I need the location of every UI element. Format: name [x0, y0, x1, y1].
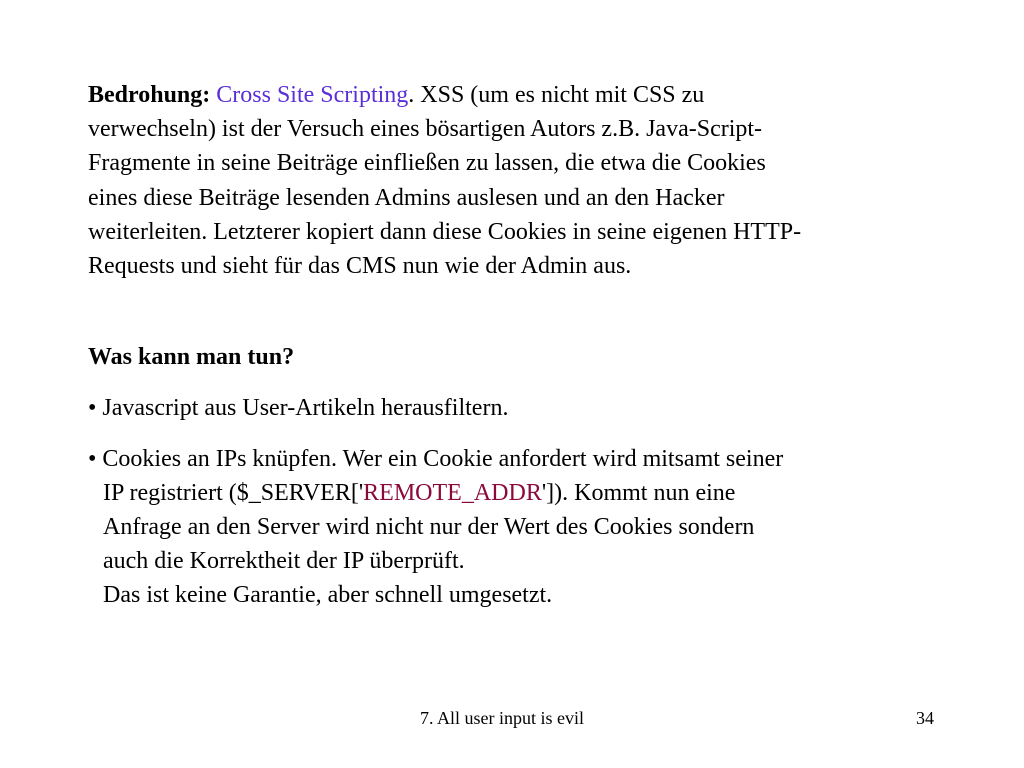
measures-heading: Was kann man tun? — [88, 344, 295, 370]
threat-label: Bedrohung: — [88, 82, 211, 108]
bullet-2-line-4: auch die Korrektheit der IP überprüft. — [103, 548, 465, 574]
page-number: 34 — [916, 708, 934, 728]
bullet-2-line-2-before: IP registriert ($_SERVER[' — [103, 480, 364, 506]
threat-paragraph — [88, 78, 948, 283]
footer-title: 7. All user input is evil — [420, 708, 584, 728]
threat-line-1 — [88, 78, 948, 112]
bullet-2-line-3: Anfrage an den Server wird nicht nur der Wert des Cookies sondern — [103, 514, 755, 540]
bullet-2-line-5: Das ist keine Garantie, aber schnell umgesetzt. — [103, 582, 553, 608]
bullet-2-line-2 — [88, 476, 948, 510]
threat-line-6: Requests und sieht für das CMS nun wie der Admin aus. — [88, 252, 632, 279]
threat-line-4: eines diese Beiträge lesenden Admins auslesen und an den Hacker — [88, 184, 725, 211]
threat-line-1-rest: . XSS (um es nicht mit CSS zu — [408, 82, 705, 108]
bullet-filter-javascript: • Javascript aus User-Artikeln herausfiltern. — [88, 395, 509, 421]
xss-term: Cross Site Scripting — [216, 82, 409, 108]
bullet-bind-cookies-to-ip — [88, 442, 948, 612]
bullet-2-line-2-after: ']). Kommt nun eine — [541, 480, 736, 506]
remote-addr-code: REMOTE_ADDR — [363, 480, 542, 506]
threat-line-3: Fragmente in seine Beiträge einfließen zu lassen, die etwa die Cookies — [88, 150, 766, 177]
bullet-2-line-1: • Cookies an IPs knüpfen. Wer ein Cookie anfordert wird mitsamt seiner — [88, 446, 784, 472]
threat-line-5: weiterleiten. Letzterer kopiert dann diese Cookies in seine eigenen HTTP- — [88, 218, 802, 245]
threat-line-2: verwechseln) ist der Versuch eines bösartigen Autors z.B. Java-Script- — [88, 116, 763, 143]
